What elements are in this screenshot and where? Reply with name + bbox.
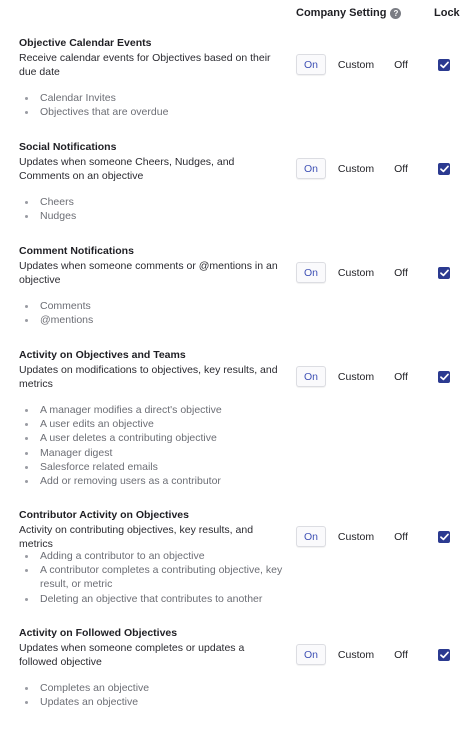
on-button[interactable]: On <box>296 644 326 665</box>
list-item: Add or removing users as a contributor <box>40 474 285 488</box>
setting-segmented-control <box>296 644 416 665</box>
checkmark-icon <box>440 651 449 659</box>
list-item: Objectives that are overdue <box>40 105 285 119</box>
list-item: Nudges <box>40 209 285 223</box>
section-item-list <box>40 681 285 709</box>
setting-segmented-control <box>296 526 416 547</box>
section-item-list <box>40 299 285 327</box>
help-icon[interactable]: ? <box>390 8 401 19</box>
section-description: Activity on contributing objectives, key results, and metrics <box>19 524 254 550</box>
on-button[interactable]: On <box>296 54 326 75</box>
custom-button[interactable]: Custom <box>337 266 375 279</box>
setting-segmented-control <box>296 158 416 179</box>
list-item: Deleting an objective that contributes to another <box>40 592 285 606</box>
custom-button[interactable]: Custom <box>337 530 375 543</box>
list-item: Adding a contributor to an objective <box>40 549 285 563</box>
checkmark-icon <box>440 61 449 69</box>
setting-segmented-control <box>296 54 416 75</box>
lock-checkbox[interactable] <box>438 163 450 175</box>
section-title: Activity on Objectives and Teams <box>19 349 186 361</box>
section-title: Contributor Activity on Objectives <box>19 509 189 521</box>
list-item: Manager digest <box>40 446 285 460</box>
section-item-list <box>40 195 285 223</box>
lock-checkbox[interactable] <box>438 531 450 543</box>
list-item: A manager modifies a direct's objective <box>40 403 285 417</box>
section-item-list <box>40 403 285 488</box>
list-item: Comments <box>40 299 285 313</box>
on-button[interactable]: On <box>296 366 326 387</box>
list-item: Salesforce related emails <box>40 460 285 474</box>
lock-checkbox[interactable] <box>438 649 450 661</box>
lock-checkbox[interactable] <box>438 371 450 383</box>
setting-segmented-control <box>296 366 416 387</box>
checkmark-icon <box>440 533 449 541</box>
off-button[interactable]: Off <box>394 530 408 543</box>
list-item: A contributor completes a contributing objective, key result, or metric <box>40 563 285 591</box>
section-description: Updates when someone completes or updates a followed objective <box>19 642 245 668</box>
section-title: Activity on Followed Objectives <box>19 627 178 639</box>
on-button[interactable]: On <box>296 526 326 547</box>
settings-header <box>0 7 474 21</box>
checkmark-icon <box>440 269 449 277</box>
off-button[interactable]: Off <box>394 370 408 383</box>
company-setting-heading <box>296 7 401 19</box>
section-description: Updates when someone comments or @mentions in an objective <box>19 260 278 286</box>
checkmark-icon <box>440 373 449 381</box>
list-item: Updates an objective <box>40 695 285 709</box>
checkmark-icon <box>440 165 449 173</box>
off-button[interactable]: Off <box>394 648 408 661</box>
section-description: Updates on modifications to objectives, key results, and metrics <box>19 364 278 390</box>
section-title: Comment Notifications <box>19 245 134 257</box>
list-item: A user deletes a contributing objective <box>40 431 285 445</box>
section-title: Objective Calendar Events <box>19 37 152 49</box>
section-item-list <box>40 91 285 119</box>
list-item: @mentions <box>40 313 285 327</box>
company-setting-label: Company Setting <box>296 7 387 19</box>
section-description: Updates when someone Cheers, Nudges, and Comments on an objective <box>19 156 235 182</box>
on-button[interactable]: On <box>296 262 326 283</box>
list-item: Cheers <box>40 195 285 209</box>
setting-segmented-control <box>296 262 416 283</box>
list-item: Calendar Invites <box>40 91 285 105</box>
lock-checkbox[interactable] <box>438 59 450 71</box>
off-button[interactable]: Off <box>394 266 408 279</box>
section-title: Social Notifications <box>19 141 117 153</box>
off-button[interactable]: Off <box>394 58 408 71</box>
custom-button[interactable]: Custom <box>337 648 375 661</box>
on-button[interactable]: On <box>296 158 326 179</box>
custom-button[interactable]: Custom <box>337 162 375 175</box>
custom-button[interactable]: Custom <box>337 370 375 383</box>
list-item: Completes an objective <box>40 681 285 695</box>
lock-heading: Lock <box>434 7 460 19</box>
section-item-list <box>40 549 285 606</box>
custom-button[interactable]: Custom <box>337 58 375 71</box>
lock-checkbox[interactable] <box>438 267 450 279</box>
off-button[interactable]: Off <box>394 162 408 175</box>
section-description: Receive calendar events for Objectives based on their due date <box>19 52 271 78</box>
list-item: A user edits an objective <box>40 417 285 431</box>
